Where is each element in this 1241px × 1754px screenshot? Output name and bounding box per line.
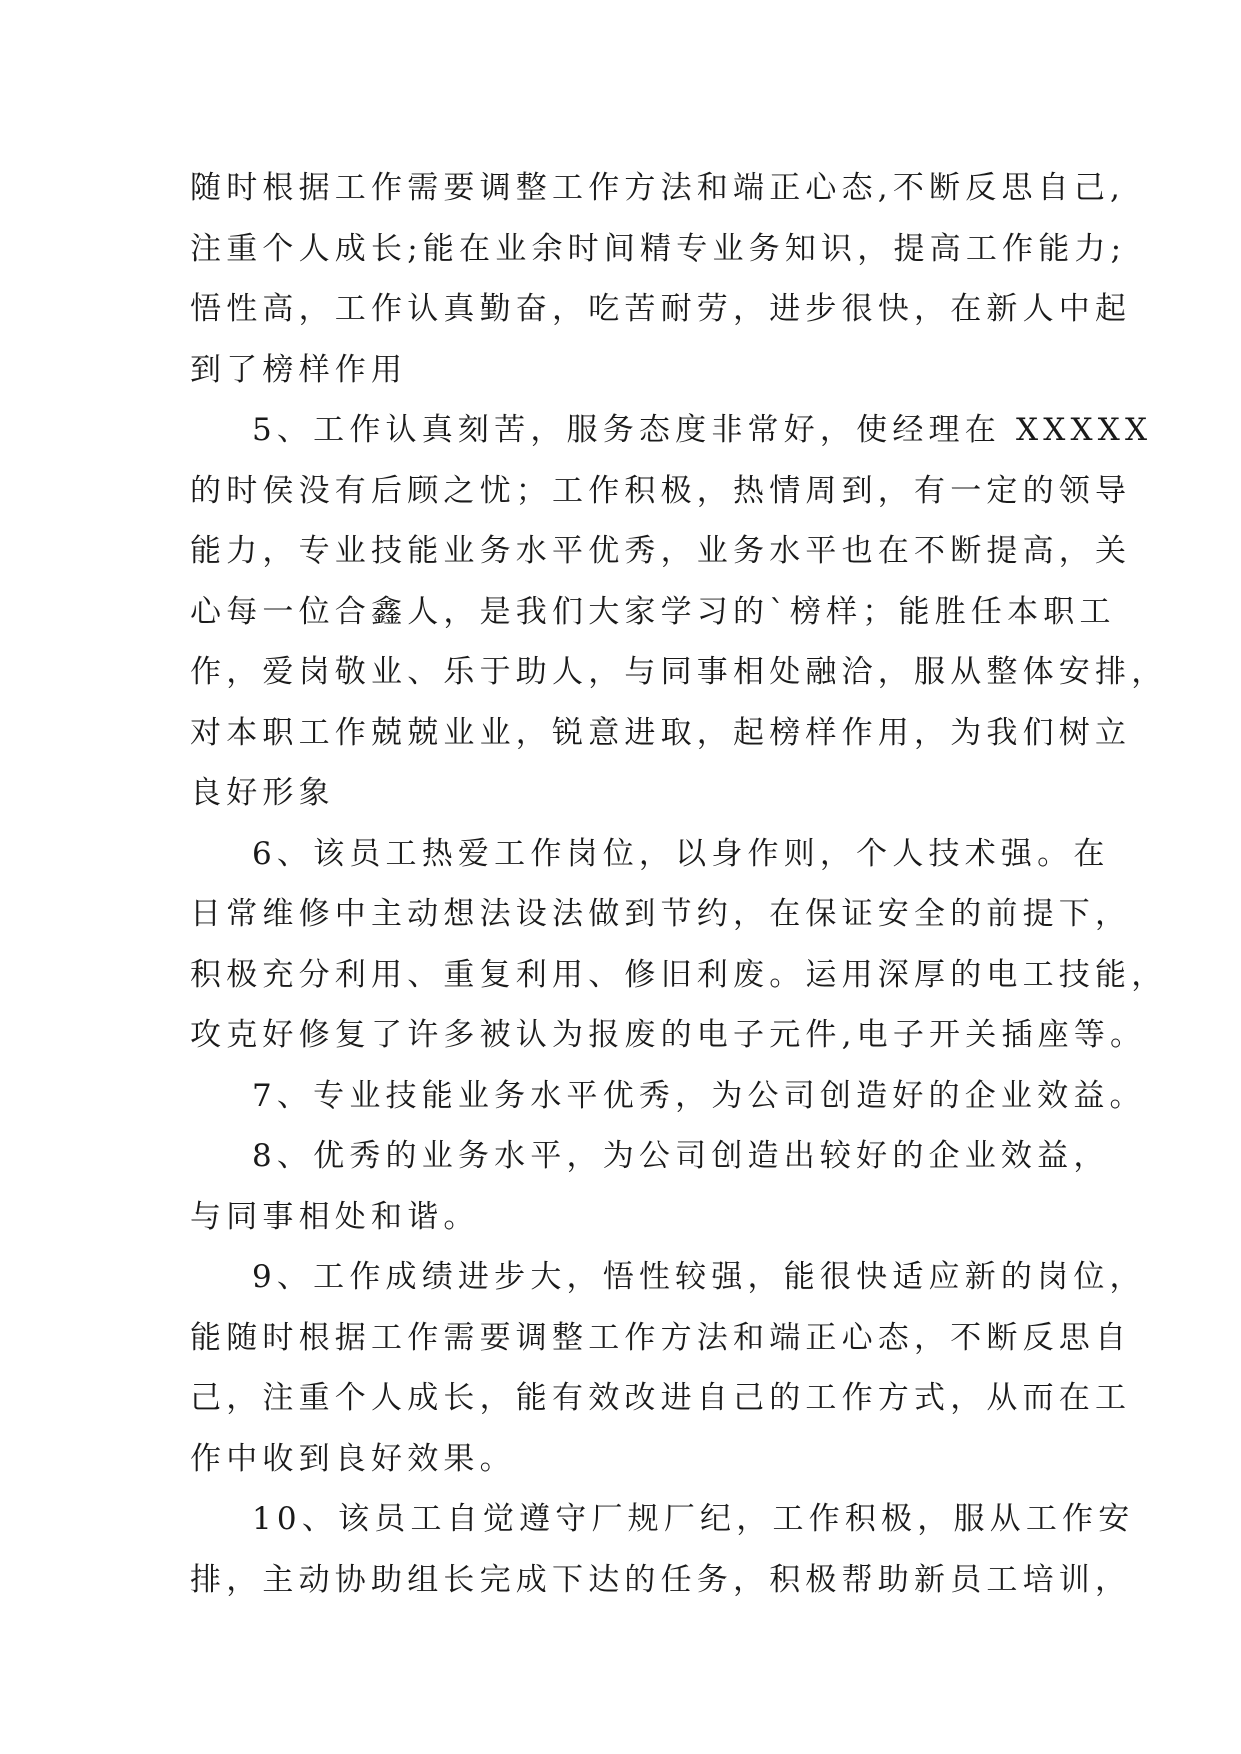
paragraph-start-line: 9、工作成绩进步大，悟性较强，能很快适应新的岗位， [252, 1259, 1146, 1295]
paragraph-start-line: 5、工作认真刻苦，服务态度非常好，使经理在 XXXXX [252, 412, 1153, 448]
text-line: 对本职工作兢兢业业，锐意进取，起榜样作用，为我们树立 [190, 714, 1132, 751]
paragraph-start-line: 8、优秀的业务水平，为公司创造出较好的企业效益， [252, 1138, 1110, 1174]
paragraph-start-line: 10、该员工自觉遵守厂规厂纪，工作积极，服从工作安 [252, 1501, 1135, 1537]
text-line: 作中收到良好效果。 [190, 1440, 516, 1477]
text-line: 良好形象 [190, 775, 335, 811]
text-line: 能力，专业技能业务水平优秀，业务水平也在不断提高，关 [190, 533, 1132, 569]
text-line: 作，爱岗敬业、乐于助人，与同事相处融洽，服从整体安排， [190, 654, 1168, 690]
text-line: 日常维修中主动想法设法做到节约，在保证安全的前提下， [190, 896, 1132, 932]
text-line: 到了榜样作用 [190, 351, 408, 388]
text-line: 随时根据工作需要调整工作方法和端正心态,不断反思自己, [190, 170, 1126, 206]
text-line: 悟性高，工作认真勤奋，吃苦耐劳，进步很快，在新人中起 [190, 291, 1132, 327]
paragraph-start-line: 7、专业技能业务水平优秀，为公司创造好的企业效益。 [252, 1077, 1146, 1114]
text-line: 的时侯没有后顾之忧；工作积极，热情周到，有一定的领导 [190, 472, 1132, 509]
text-line: 能随时根据工作需要调整工作方法和端正心态，不断反思自 [190, 1319, 1132, 1356]
text-line: 排，主动协助组长完成下达的任务，积极帮助新员工培训， [190, 1561, 1132, 1598]
paragraph-start-line: 6、该员工热爱工作岗位，以身作则，个人技术强。在 [252, 835, 1110, 872]
text-line: 心每一位合鑫人，是我们大家学习的`榜样；能胜任本职工 [190, 593, 1116, 630]
text-line: 攻克好修复了许多被认为报废的电子元件,电子开关插座等。 [190, 1017, 1147, 1053]
document-body [190, 158, 1168, 1610]
text-line: 注重个人成长;能在业余时间精专业务知识，提高工作能力; [190, 230, 1127, 267]
text-line: 己，注重个人成长，能有效改进自己的工作方式，从而在工 [190, 1380, 1132, 1416]
text-line: 与同事相处和谐。 [190, 1198, 480, 1235]
text-line: 积极充分利用、重复利用、修旧利废。运用深厚的电工技能， [190, 956, 1168, 993]
